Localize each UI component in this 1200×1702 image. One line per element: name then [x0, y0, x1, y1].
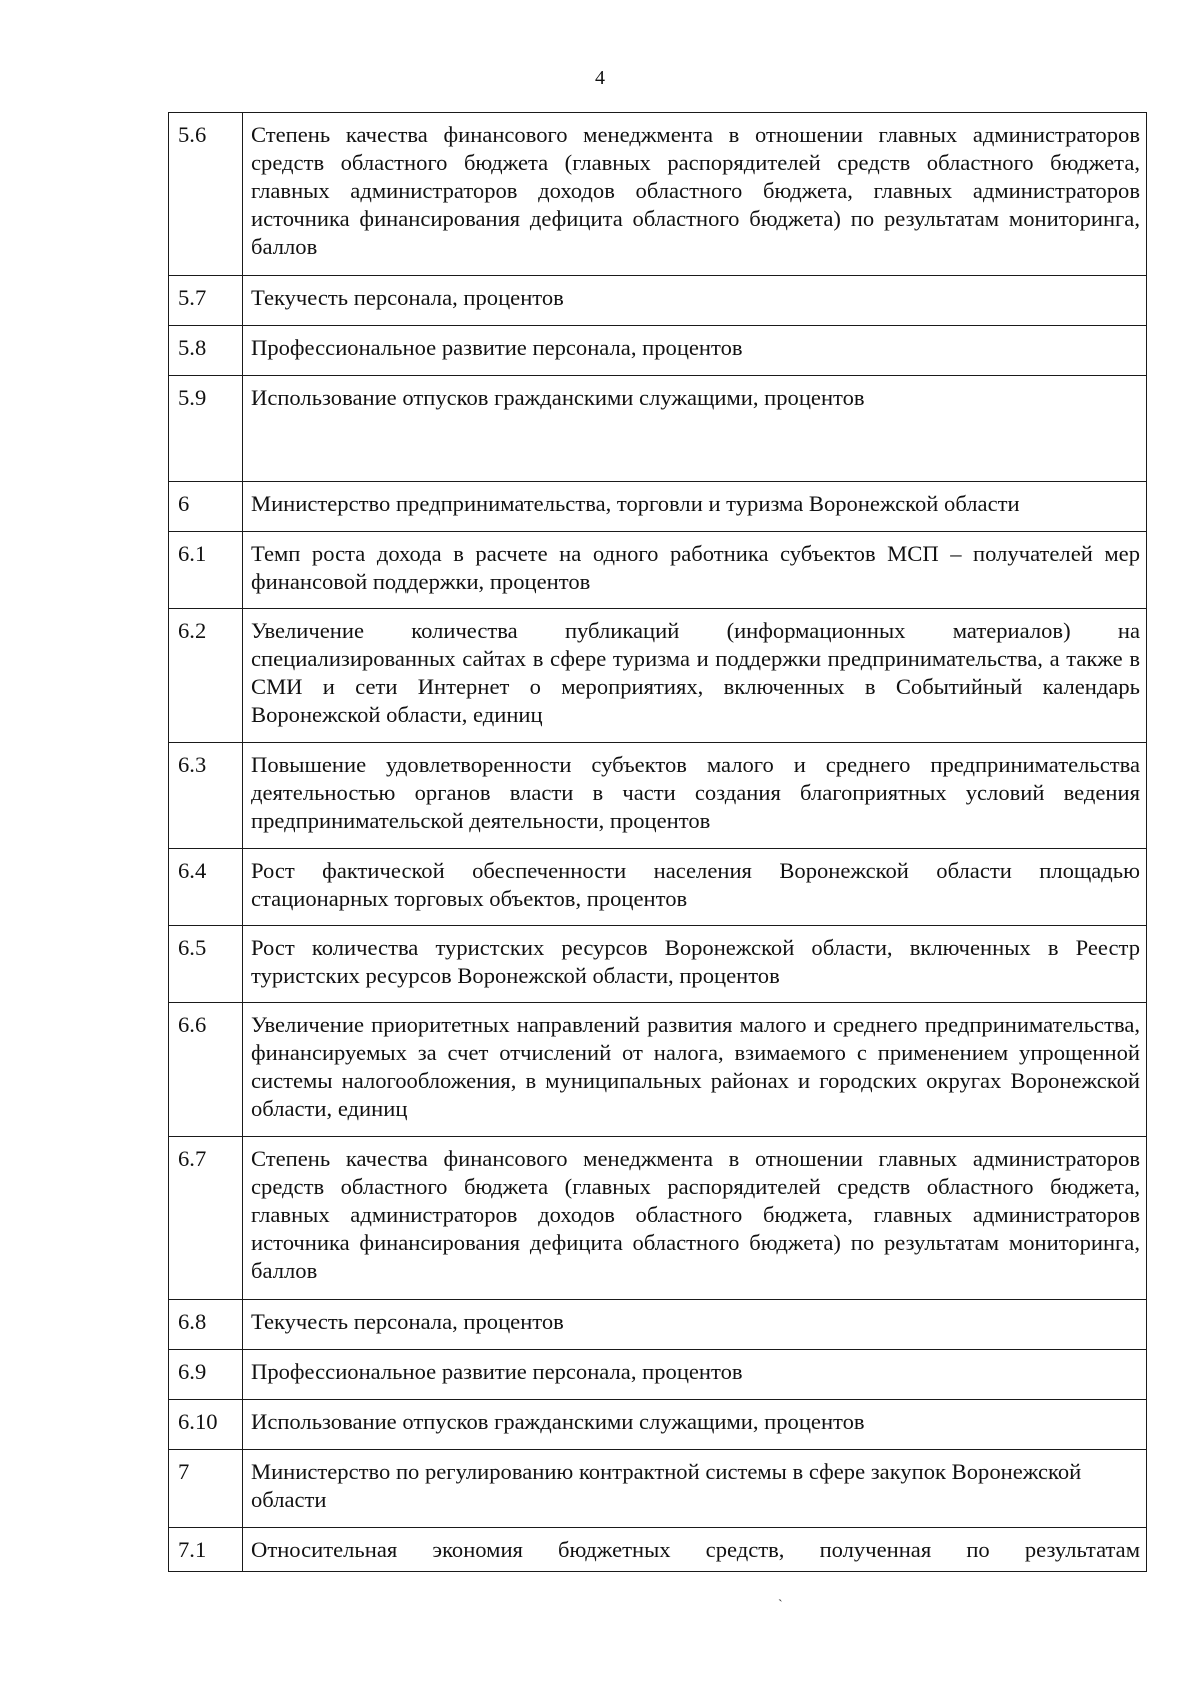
row-text: Текучесть персонала, процентов	[243, 276, 1147, 326]
table-row	[169, 926, 1147, 1003]
row-text: Степень качества финансового менеджмента в отношении главных администраторов средств областного бюджета (главных распорядителей средств областного бюджета, главных администраторов доходов областного бюджета, главных администраторов источника финансирования дефицита областного бюджета) по результатам мониторинга, баллов	[243, 1137, 1147, 1300]
row-text: Использование отпусков гражданскими служащими, процентов	[243, 376, 1147, 482]
row-text: Рост фактической обеспеченности населения Воронежской области площадью стационарных торговых объектов, процентов	[243, 849, 1147, 926]
row-text: Профессиональное развитие персонала, процентов	[243, 326, 1147, 376]
row-number: 6.1	[169, 532, 243, 609]
table-row	[169, 1003, 1147, 1137]
row-number: 6.8	[169, 1300, 243, 1350]
table-row	[169, 276, 1147, 326]
table-row	[169, 1350, 1147, 1400]
row-number: 7	[169, 1450, 243, 1528]
row-text: Рост количества туристских ресурсов Воронежской области, включенных в Реестр туристских ресурсов Воронежской области, процентов	[243, 926, 1147, 1003]
table-row	[169, 609, 1147, 743]
row-number: 5.8	[169, 326, 243, 376]
row-text: Профессиональное развитие персонала, процентов	[243, 1350, 1147, 1400]
row-text: Текучесть персонала, процентов	[243, 1300, 1147, 1350]
stray-mark: `	[778, 1598, 783, 1613]
row-number: 7.1	[169, 1528, 243, 1572]
row-number: 5.9	[169, 376, 243, 482]
row-number: 6.2	[169, 609, 243, 743]
row-text: Степень качества финансового менеджмента в отношении главных администраторов средств областного бюджета (главных распорядителей средств областного бюджета, главных администраторов доходов областного бюджета, главных администраторов источника финансирования дефицита областного бюджета) по результатам мониторинга, баллов	[243, 113, 1147, 276]
row-text: Министерство по регулированию контрактной системы в сфере закупок Воронежской области	[243, 1450, 1147, 1528]
row-number: 6.9	[169, 1350, 243, 1400]
row-number: 5.6	[169, 113, 243, 276]
row-text: Повышение удовлетворенности субъектов малого и среднего предпринимательства деятельностью органов власти в части создания благоприятных условий ведения предпринимательской деятельности, процентов	[243, 743, 1147, 849]
row-number: 6	[169, 482, 243, 532]
row-text: Увеличение количества публикаций (информационных материалов) на специализированных сайтах в сфере туризма и поддержки предпринимательства, а также в СМИ и сети Интернет о мероприятиях, включенных в Событийный календарь Воронежской области, единиц	[243, 609, 1147, 743]
row-number: 6.3	[169, 743, 243, 849]
table-row	[169, 376, 1147, 482]
row-text: Относительная экономия бюджетных средств, полученная по результатам	[243, 1528, 1147, 1572]
table-row	[169, 1137, 1147, 1300]
row-text: Темп роста дохода в расчете на одного работника субъектов МСП – получателей мер финансовой поддержки, процентов	[243, 532, 1147, 609]
table-row	[169, 532, 1147, 609]
table-row	[169, 326, 1147, 376]
table-row	[169, 1300, 1147, 1350]
indicators-table	[168, 112, 1147, 1572]
row-number: 6.6	[169, 1003, 243, 1137]
table-row	[169, 849, 1147, 926]
table-row	[169, 743, 1147, 849]
row-number: 6.5	[169, 926, 243, 1003]
row-text: Министерство предпринимательства, торговли и туризма Воронежской области	[243, 482, 1147, 532]
row-number: 5.7	[169, 276, 243, 326]
table-row	[169, 113, 1147, 276]
table-row	[169, 1450, 1147, 1528]
table-row	[169, 1528, 1147, 1572]
table-row	[169, 482, 1147, 532]
row-text: Увеличение приоритетных направлений развития малого и среднего предпринимательства, финансируемых за счет отчислений от налога, взимаемого с применением упрощенной системы налогообложения, в муниципальных районах и городских округах Воронежской области, единиц	[243, 1003, 1147, 1137]
row-number: 6.4	[169, 849, 243, 926]
table-row	[169, 1400, 1147, 1450]
row-text: Использование отпусков гражданскими служащими, процентов	[243, 1400, 1147, 1450]
row-number: 6.10	[169, 1400, 243, 1450]
page-number: 4	[595, 67, 605, 89]
row-number: 6.7	[169, 1137, 243, 1300]
